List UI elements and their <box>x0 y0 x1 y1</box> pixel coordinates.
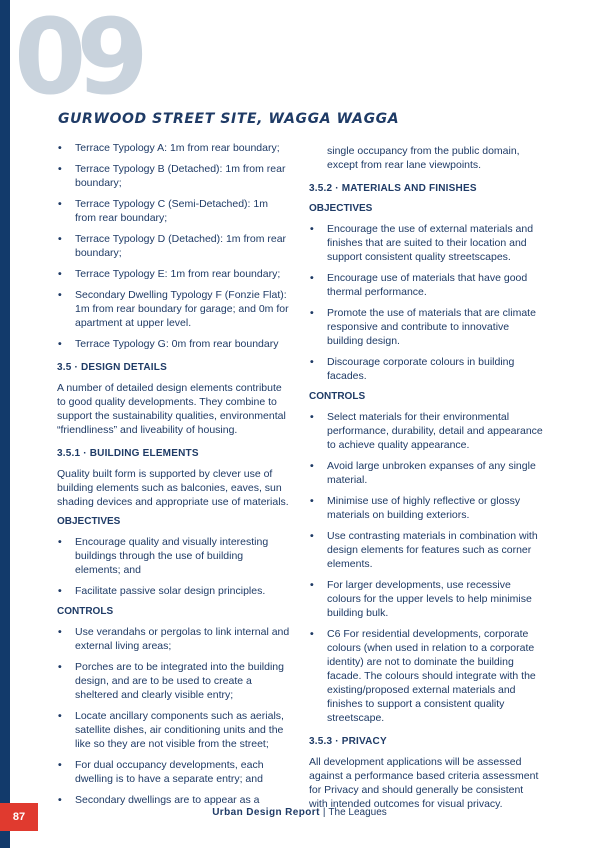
list-item: • Terrace Typology G: 0m from rear boundary <box>57 337 291 351</box>
objectives-heading: OBJECTIVES <box>57 516 121 527</box>
list-item: • Facilitate passive solar design principles. <box>57 584 291 598</box>
list-item: • Encourage use of materials that have good thermal performance. <box>309 271 543 299</box>
design-details-text: A number of detailed design elements contribute to good quality developments. They combine to support the sustainability qualities, environmental “friendliness” and liveability of housing. <box>57 382 286 436</box>
list-item: • Terrace Typology E: 1m from rear boundary; <box>57 267 291 281</box>
list-item: • Secondary dwellings are to appear as a <box>57 793 291 807</box>
list-item: • Encourage the use of external materials and finishes that are suited to their location and support consistent quality streetscapes. <box>309 222 543 264</box>
section-heading-materials: 3.5.2 · MATERIALS AND FINISHES <box>309 183 477 194</box>
controls-heading: CONTROLS <box>309 391 366 402</box>
list-item: • Use contrasting materials in combination with design elements for features such as corner elements. <box>309 529 543 571</box>
list-item: • Secondary Dwelling Typology F (Fonzie Flat): 1m from rear boundary for garage; and 0m for apartment at upper level. <box>57 288 291 330</box>
page-number: 87 <box>0 803 38 831</box>
list-item: • Select materials for their environmental performance, durability, detail and appearance to achieve quality appearance. <box>309 410 543 452</box>
list-item: • Promote the use of materials that are climate responsive and contribute to innovative building design. <box>309 306 543 348</box>
chapter-number: 09 <box>14 0 139 118</box>
list-item: • For dual occupancy developments, each dwelling is to have a separate entry; and <box>57 758 291 786</box>
list-item: • Porches are to be integrated into the building design, and are to be used to create a sheltered and clearly visible entry; <box>57 660 291 702</box>
list-item: • Terrace Typology B (Detached): 1m from rear boundary; <box>57 162 291 190</box>
list-item: • Use verandahs or pergolas to link internal and external living areas; <box>57 625 291 653</box>
list-item: • Terrace Typology C (Semi-Detached): 1m from rear boundary; <box>57 197 291 225</box>
list-item: • Locate ancillary components such as aerials, satellite dishes, air conditioning units and the like so they are not visible from the street; <box>57 709 291 751</box>
building-elements-text: Quality built form is supported by clever use of building elements such as balconies, eaves, sun shading devices and appropriate use of materials. <box>57 468 289 508</box>
page-footer <box>0 807 599 818</box>
continued-bullet-text: single occupancy from the public domain, except from rear lane viewpoints. <box>327 145 520 171</box>
privacy-text: All development applications will be assessed against a performance based criteria assessment for Privacy and should generally be consistent with intended outcomes for visual privacy. <box>309 756 539 810</box>
list-item: • Avoid large unbroken expanses of any single material. <box>309 459 543 487</box>
objectives-list <box>309 222 543 383</box>
objectives-list <box>57 535 291 598</box>
list-item: • Terrace Typology A: 1m from rear boundary; <box>57 141 291 155</box>
intro-bullet-list <box>57 141 291 351</box>
section-heading-privacy: 3.5.3 · PRIVACY <box>309 736 387 747</box>
project-name: The Leagues <box>328 807 387 818</box>
objectives-heading: OBJECTIVES <box>309 203 373 214</box>
list-item: • Minimise use of highly reflective or glossy materials on building exteriors. <box>309 494 543 522</box>
controls-list <box>309 410 543 725</box>
list-item: • For larger developments, use recessive colours for the upper levels to help minimise building bulk. <box>309 578 543 620</box>
left-accent-bar <box>0 0 10 848</box>
left-column <box>57 141 291 814</box>
right-column <box>309 144 543 817</box>
report-title: Urban Design Report <box>212 807 320 818</box>
list-item: • Discourage corporate colours in building facades. <box>309 355 543 383</box>
controls-list <box>57 625 291 807</box>
list-item: • Encourage quality and visually interesting buildings through the use of building elements; and <box>57 535 291 577</box>
site-title: GURWOOD STREET SITE, WAGGA WAGGA <box>58 111 400 127</box>
section-heading-building-elements: 3.5.1 · BUILDING ELEMENTS <box>57 448 199 459</box>
controls-heading: CONTROLS <box>57 606 114 617</box>
section-heading-design-details: 3.5 · DESIGN DETAILS <box>57 362 167 373</box>
footer-separator: | <box>322 807 326 818</box>
list-item: • C6 For residential developments, corporate colours (when used in relation to a corporate identity) are not to dominate the building facade. The colours should integrate with the existing/proposed external materials and finishes to support a consistent quality streetscape. <box>309 627 543 725</box>
list-item: • Terrace Typology D (Detached): 1m from rear boundary; <box>57 232 291 260</box>
